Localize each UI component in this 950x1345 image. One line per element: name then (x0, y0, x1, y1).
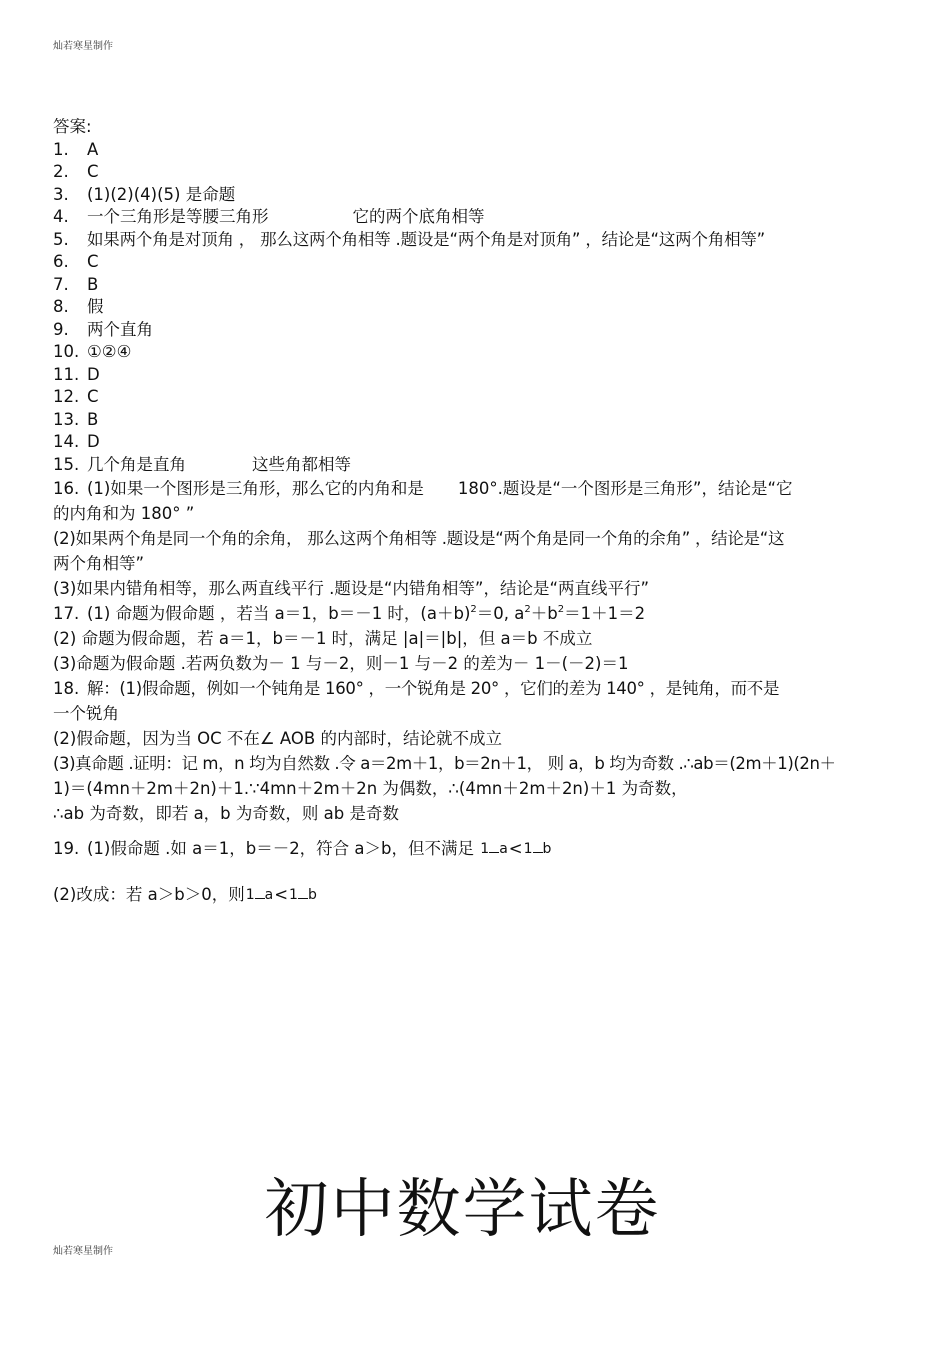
answer-line-4: 4. 一个三角形是等腰三角形 它的两个底角相等 (53, 207, 485, 226)
answer-line-12: 12. C (53, 387, 99, 406)
big-title: 初中数学试卷 (264, 1173, 661, 1247)
answer-line-18-part3-end: ∴ab 为奇数，即若 a，b 为奇数，则 ab 是奇数 (53, 804, 399, 823)
fraction-one-over-a: 1 a (480, 841, 508, 857)
answer-line-10: 10. ①②④ (53, 342, 132, 361)
answer-content (53, 116, 903, 918)
answer-line-14: 14. D (53, 432, 100, 451)
answer-line-18-part3: (3)真命题 .证明：记 m，n 均为自然数 .令 a＝2m＋1，b＝2n＋1， 则 a，b 均为奇数 .∴ab＝(2m＋1)(2n＋ (53, 754, 836, 773)
answer-line-16-part2-cont: 两个角相等” (53, 554, 145, 573)
answer-line-5: 5. 如果两个角是对顶角 ， 那么这两个角相等 .题设是“两个角是对顶角” ，结论是“这两个角相等” (53, 229, 766, 249)
fraction-one-over-a-2: 1 a (245, 887, 274, 903)
answer-line-16-part3: (3)如果内错角相等，那么两直线平行 .题设是“内错角相等”，结论是“两直线平行” (53, 579, 650, 598)
answer-line-15: 15. 几个角是直角 这些角都相等 (53, 454, 351, 474)
answer-line-18-part3-cont: 1)＝(4mn＋2m＋2n)＋1.∵4mn＋2m＋2n 为偶数，∴(4mn＋2m＋2n)＋1 为奇数， (53, 779, 688, 798)
answer-line-11: 11. D (53, 364, 100, 384)
answer-line-16-cont: 的内角和为 180° ” (53, 504, 195, 523)
answer-line-19-part2: (2)改成：若 a＞b＞0，则1 a<1 b (53, 885, 317, 904)
answer-line-9: 9. 两个直角 (53, 319, 153, 339)
answer-line-17: 17. (1) 命题为假命题 ，若当 a＝1，b＝－1 时，$(a+b)^2=0$, $a^2+b^2=1+1=2$ (53, 604, 646, 623)
answer-line-1: 1. A (53, 139, 99, 159)
answer-line-13: 13. B (53, 409, 99, 429)
fraction-one-over-b-2: 1 b (289, 887, 317, 903)
answer-line-17-part2: (2) 命题为假命题，若 a＝1，b＝－1 时，满足 |a|＝|b|，但 a＝b 不成立 (53, 629, 593, 648)
answer-line-16: 16. (1)如果一个图形是三角形，那么它的内角和是 180°.题设是“一个图形是三角形”，结论是“它 (53, 479, 793, 498)
page-footer: 灿若寒星制作 (53, 1246, 113, 1257)
answer-line-18: 18. 解：(1)假命题，例如一个钝角是 160° ，一个锐角是 20° ，它们的差为 140° ，是钝角，而不是 (53, 679, 780, 698)
answer-line-3: 3. (1)(2)(4)(5) 是命题 (53, 184, 236, 204)
answer-line-19: 19. (1)假命题 .如 a＝1，b＝－2，符合 a＞b，但不满足 1 a<1 b (53, 839, 552, 858)
answer-line-7: 7. B (53, 274, 99, 294)
answers-label: 答案: (53, 117, 92, 136)
fraction-one-over-b: 1 b (523, 841, 552, 857)
page-header: 灿若寒星制作 (53, 41, 113, 52)
answer-line-16-part2: (2)如果两个角是同一个角的余角， 那么这两个角相等 .题设是“两个角是同一个角的余角” ，结论是“这 (53, 529, 785, 548)
answer-line-2: 2. C (53, 162, 99, 181)
answer-line-18-cont: 一个锐角 (53, 704, 119, 723)
answer-line-6: 6. C (53, 252, 99, 271)
answer-line-8: 8. 假 (53, 297, 104, 316)
answer-line-18-part2: (2)假命题，因为当 OC 不在∠ AOB 的内部时，结论就不成立 (53, 729, 502, 748)
answer-line-17-part3: (3)命题为假命题 .若两负数为－ 1 与－2，则－1 与－2 的差为－ 1－(－2)＝1 (53, 654, 629, 673)
